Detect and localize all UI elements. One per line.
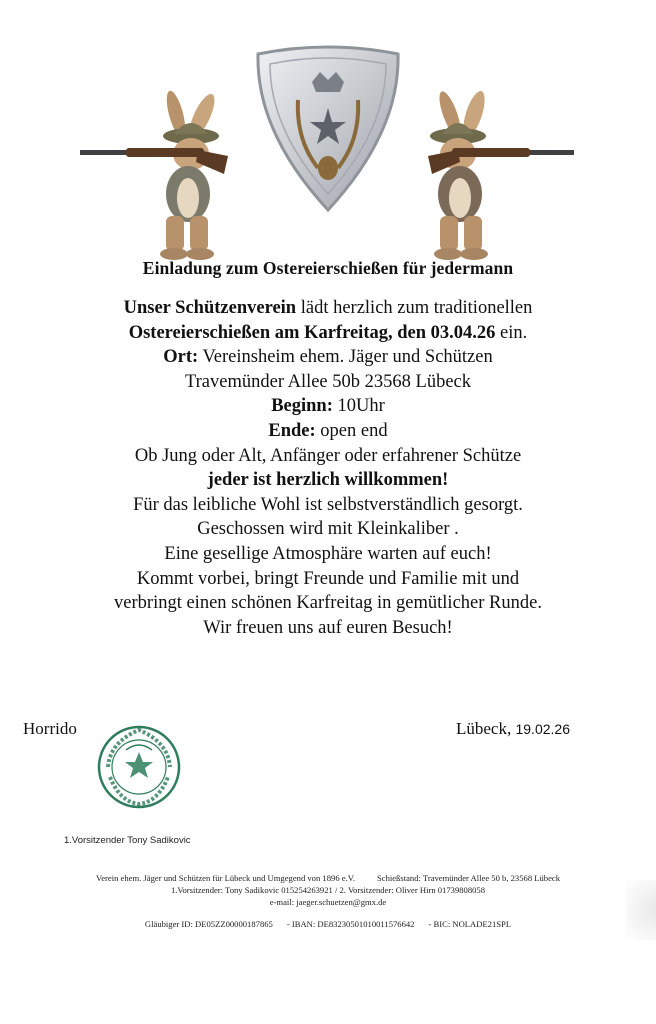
address-line: Travemünder Allee 50b 23568 Lübeck xyxy=(184,371,471,392)
place-date: Lübeck, 19.02.26 xyxy=(456,719,570,738)
signer-name: 1.Vorsitzender Tony Sadikovic xyxy=(64,835,191,846)
body-line: Ostereierschießen am Karfreitag, den 03.04.26 ein. xyxy=(128,322,528,343)
club-stamp-icon xyxy=(96,722,182,812)
page-title: Einladung zum Ostereierschießen für jedermann xyxy=(142,258,514,278)
body-line: Ob Jung oder Alt, Anfänger oder erfahrener Schütze xyxy=(134,445,522,466)
footer xyxy=(0,872,656,930)
bunny-hunter-left-icon xyxy=(78,86,248,261)
footer-line: Verein ehem. Jäger und Schützen für Lübeck und Umgegend von 1896 e.V. Schießstand: Travemünder Allee 50 b, 23568 Lübeck xyxy=(95,873,561,883)
start-time-line: Beginn: 10Uhr xyxy=(271,396,385,417)
page-edge-shadow xyxy=(626,880,656,940)
location-line: Ort: Vereinsheim ehem. Jäger und Schützen xyxy=(163,347,493,368)
body-line: Unser Schützenverein lädt herzlich zum traditionellen xyxy=(123,298,533,318)
end-time-line: Ende: open end xyxy=(268,420,388,441)
body-line: Wir freuen uns auf euren Besuch! xyxy=(203,617,453,638)
greeting: Horrido xyxy=(23,719,77,738)
bank-details: Gläubiger ID: DE05ZZ00000187865 - IBAN: DE83230501010011576642 - BIC: NOLADE21SPL xyxy=(144,919,512,929)
welcome-line: jeder ist herzlich willkommen! xyxy=(207,470,449,491)
header-artwork xyxy=(0,0,656,260)
body-line: Eine gesellige Atmosphäre warten auf euch! xyxy=(164,543,492,564)
footer-email: e-mail: jaeger.schuetzen@gmx.de xyxy=(269,897,387,907)
club-crest-icon xyxy=(248,42,408,214)
bunny-hunter-right-icon xyxy=(408,86,578,261)
body-line: Geschossen wird mit Kleinkaliber . xyxy=(197,519,459,540)
footer-line: 1.Vorsitzender: Tony Sadikovic 015254263921 / 2. Vorsitzender: Oliver Hirn 01739808058 xyxy=(170,885,486,895)
invitation-body xyxy=(0,296,656,640)
body-line: verbringt einen schönen Karfreitag in gemütlicher Runde. xyxy=(114,593,542,614)
body-line: Für das leibliche Wohl ist selbstverständlich gesorgt. xyxy=(133,494,523,515)
body-line: Kommt vorbei, bringt Freunde und Familie mit und xyxy=(136,568,520,589)
